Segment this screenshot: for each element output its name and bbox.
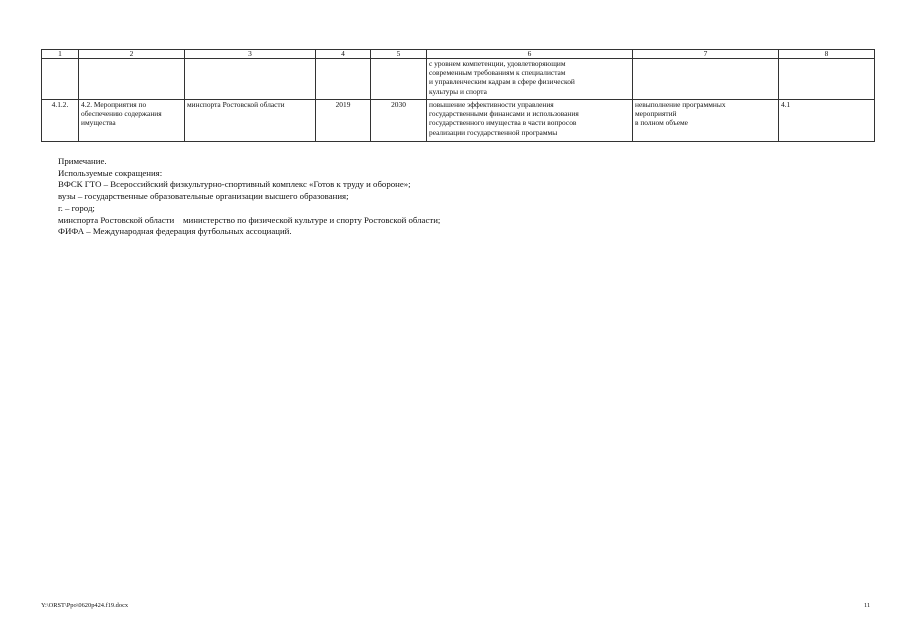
notes-line: г. – город; — [58, 202, 95, 213]
expected-result — [427, 100, 633, 142]
notes-line: вузы – государственные образовательные организации высшего образования; — [58, 191, 349, 202]
col-header: 2 — [79, 50, 185, 59]
consequences — [633, 100, 779, 142]
measure-name — [79, 100, 185, 142]
col-header: 1 — [42, 50, 79, 59]
table-cell — [371, 59, 427, 100]
table-row-continuation — [42, 59, 875, 100]
col-header: 8 — [779, 50, 875, 59]
col-header: 5 — [371, 50, 427, 59]
row-number: 4.1.2. — [42, 100, 79, 142]
cell-line: современным требованиям к специалистам — [429, 68, 566, 78]
notes-block — [58, 156, 440, 238]
executor: минспорта Ростовской области — [185, 100, 316, 142]
table-cell — [185, 59, 316, 100]
table-cell — [779, 59, 875, 100]
notes-line: минспорта Ростовской области министерство по физической культуре и спорту Ростовской области; — [58, 214, 441, 225]
cell-line: государственными финансами и использования — [429, 109, 579, 119]
table-cell — [633, 59, 779, 100]
cell-line: с уровнем компетенции, удовлетворяющим — [429, 59, 566, 68]
cell-line: повышение эффективности управления — [429, 100, 554, 109]
measures-table — [41, 49, 875, 142]
footer-file-path: Y:\ORST\Ppo\0620p424.f19.docx — [41, 602, 129, 609]
cell-line: обеспечению содержания — [81, 109, 162, 119]
notes-line: ФИФА – Международная федерация футбольных ассоциаций. — [58, 226, 292, 237]
table-cell — [42, 59, 79, 100]
start-year: 2019 — [316, 100, 371, 142]
notes-line: Используемые сокращения: — [58, 167, 163, 178]
cell-line: в полном объеме — [635, 118, 688, 128]
cell-line: государственного имущества в части вопросов — [429, 118, 577, 128]
col-header: 6 — [427, 50, 633, 59]
cell-line: и управленческим кадрам в сфере физической — [429, 77, 575, 87]
table-header-row — [42, 50, 875, 59]
table-cell — [79, 59, 185, 100]
col-header: 4 — [316, 50, 371, 59]
page-number: 11 — [864, 602, 871, 609]
indicator-link: 4.1 — [779, 100, 875, 142]
notes-line: ВФСК ГТО – Всероссийский физкультурно-спортивный комплекс «Готов к труду и обороне»; — [58, 179, 411, 190]
col-header: 7 — [633, 50, 779, 59]
table-cell-result — [427, 59, 633, 100]
cell-line: мероприятий — [635, 109, 677, 119]
col-header: 3 — [185, 50, 316, 59]
table-cell — [316, 59, 371, 100]
notes-title: Примечание. — [58, 156, 107, 166]
end-year: 2030 — [371, 100, 427, 142]
cell-line: реализации государственной программы — [429, 127, 558, 137]
cell-line: невыполнение программных — [635, 100, 726, 109]
cell-line: культуры и спорта — [429, 86, 487, 96]
cell-line: 4.2. Мероприятия по — [81, 100, 147, 109]
table-row — [42, 100, 875, 142]
cell-line: имущества — [81, 118, 116, 128]
